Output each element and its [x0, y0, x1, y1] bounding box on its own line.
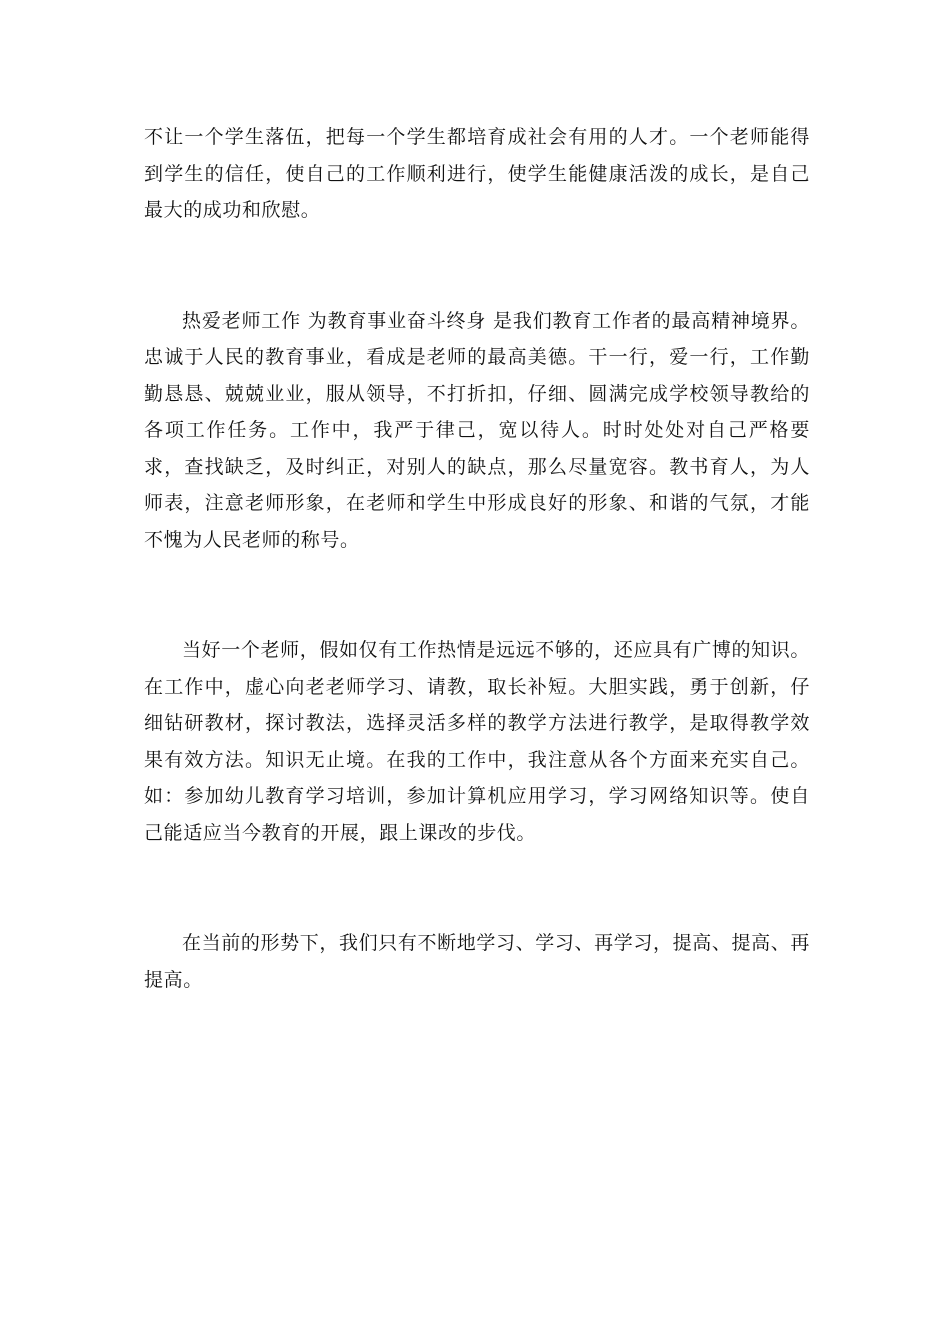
paragraph-spacer	[144, 558, 810, 632]
paragraph-spacer	[144, 229, 810, 303]
paragraph-2: 热爱老师工作 为教育事业奋斗终身 是我们教育工作者的最高精神境界。忠诚于人民的教育事业，看成是老师的最高美德。干一行，爱一行，工作勤勤恳恳、兢兢业业，服从领导，不打折扣，仔细、圆满完成学校领导教给的各项工作任务。工作中，我严于律己，宽以待人。时时处处对自己严格要求，查找缺乏，及时纠正，对别人的缺点，那么尽量宽容。教书育人，为人师表，注意老师形象，在老师和学生中形成良好的形象、和谐的气氛，才能不愧为人民老师的称号。	[144, 309, 810, 551]
paragraph-spacer	[144, 851, 810, 925]
paragraph-3: 当好一个老师，假如仅有工作热情是远远不够的，还应具有广博的知识。在工作中，虚心向老老师学习、请教，取长补短。大胆实践，勇于创新，仔细钻研教材，探讨教法，选择灵活多样的教学方法进行教学，是取得教学效果有效方法。知识无止境。在我的工作中，我注意从各个方面来充实自己。如：参加幼儿教育学习培训，参加计算机应用学习，学习网络知识等。使自己能适应当今教育的开展，跟上课改的步伐。	[144, 639, 810, 844]
paragraph-4: 在当前的形势下，我们只有不断地学习、学习、再学习，提高、提高、再提高。	[144, 932, 810, 991]
paragraph-1: 不让一个学生落伍，把每一个学生都培育成社会有用的人才。一个老师能得到学生的信任，使自己的工作顺利进行，使学生能健康活泼的成长，是自己最大的成功和欣慰。	[144, 126, 810, 221]
document-body	[144, 119, 810, 998]
